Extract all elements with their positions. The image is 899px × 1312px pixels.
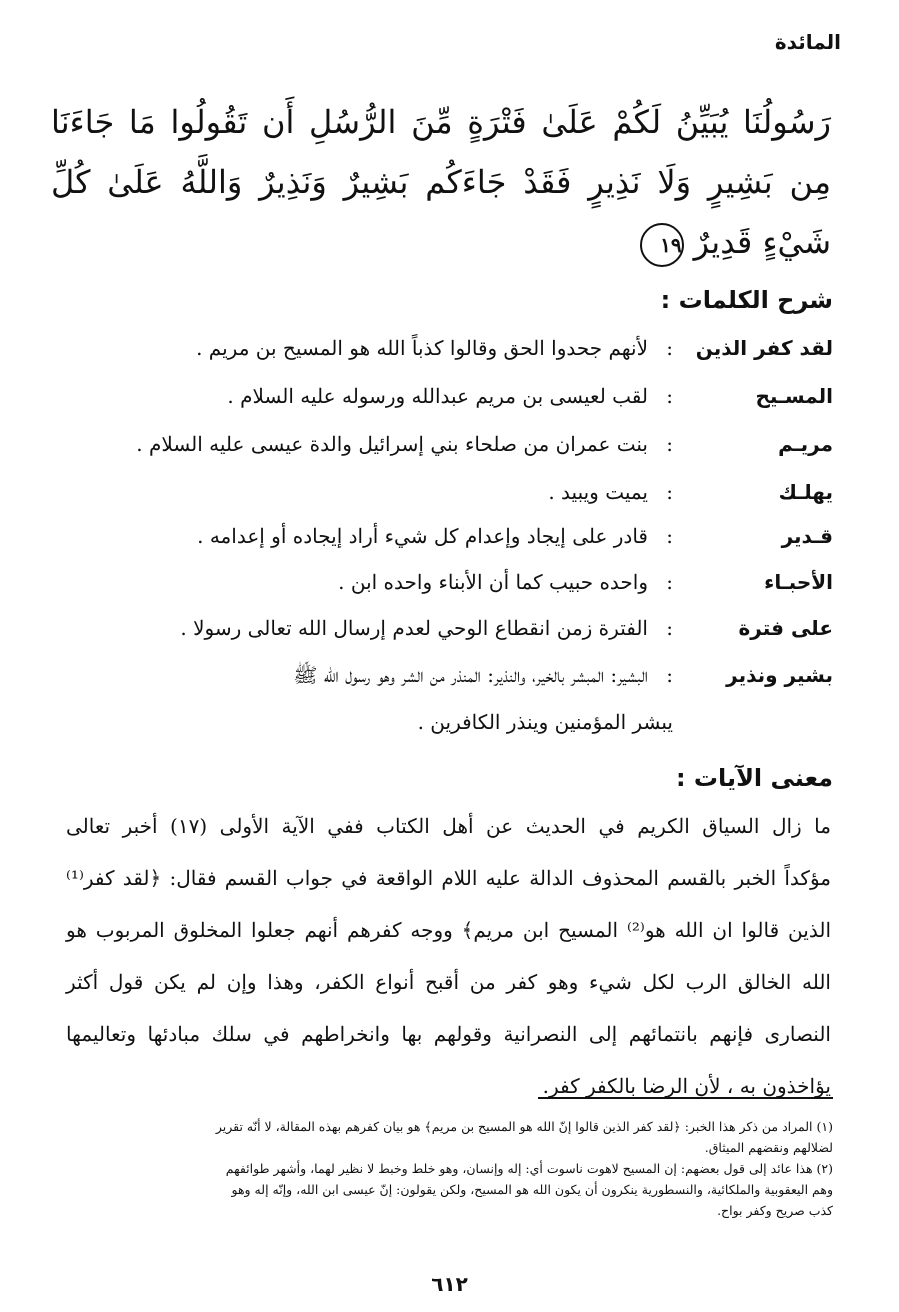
glossary-row (53, 570, 833, 618)
glossary-term: الأحبـاء (764, 570, 833, 594)
glossary-separator: : (666, 570, 673, 594)
glossary-term: المسـيح (755, 384, 833, 408)
glossary-definition: واحده حبيب كما أن الأبناء واحده ابن . (338, 570, 648, 594)
quran-verse (51, 92, 831, 272)
glossary-separator: : (666, 524, 673, 548)
glossary-row (53, 616, 833, 664)
glossary-row (53, 524, 833, 572)
page-number: ٦١٢ (431, 1272, 468, 1296)
glossary-term: مريـم (778, 432, 833, 456)
glossary-continuation: يبشر المؤمنين وينذر الكافرين . (417, 710, 673, 734)
glossary-definition: بنت عمران من صلحاء بني إسرائيل والدة عيسى عليه السلام . (136, 432, 648, 456)
footnote-line: وهم اليعقوبية والملكائية، والنسطورية ينكرون أن يكون الله هو المسيح، ولكن يقولون: إنّ عيسى ابن الله، وإنّه إله وهو (231, 1182, 833, 1197)
footnote-line: لضلالهم ونقضهم الميثاق. (704, 1140, 833, 1155)
footnote-line: كذب صريح وكفر بواح. (717, 1203, 833, 1218)
footnotes (58, 1116, 833, 1221)
verse-line: رَسُولُنَا يُبَيِّنُ لَكُمْ عَلَىٰ فَتْرَةٍ مِّنَ الرُّسُلِ أَن تَقُولُوا مَا جَاءَنَا (51, 103, 831, 141)
glossary-definition: لأنهم جحدوا الحق وقالوا كذباً الله هو المسيح بن مريم . (196, 336, 648, 360)
paragraph-line: مؤكداً الخبر بالقسم المحذوف الدالة عليه اللام الواقعة في جواب القسم فقال: ﴿لقد كفر⁽¹⁾ (66, 866, 831, 890)
glossary-separator: : (666, 432, 673, 456)
paragraph-line: الذين قالوا ان الله هو⁽²⁾ المسيح ابن مريم﴾ ووجه كفرهم أنهم جعلوا المخلوق المربوب هو (66, 918, 831, 942)
glossary-definition: لقب لعيسى بن مريم عبدالله ورسوله عليه السلام . (227, 384, 648, 408)
glossary-definition: الفترة زمن انقطاع الوحي لعدم إرسال الله تعالى رسولا . (180, 616, 648, 640)
glossary-separator: : (666, 663, 673, 687)
glossary-row (53, 336, 833, 384)
paragraph-line: يؤاخذون به ، لأن الرضا بالكفر كفر. (542, 1074, 831, 1098)
glossary-term: على فترة (738, 616, 833, 640)
verse-line-last (51, 212, 831, 272)
glossary-definition: البشير: المبشر بالخير، والنذير: المنذر من الشر وهو رسول الله ﷺ (293, 663, 648, 687)
glossary-term: لقد كفر الذين (695, 336, 833, 360)
glossary-term: يهلـك (778, 480, 833, 504)
glossary-separator: : (666, 336, 673, 360)
glossary-row (53, 384, 833, 432)
glossary-separator: : (666, 480, 673, 504)
glossary-term: قـدير (781, 524, 833, 548)
verse-line: شَيْءٍ قَدِيرٌ (693, 223, 831, 261)
glossary-separator: : (666, 616, 673, 640)
paragraph-line: الله الخالق الرب لكل شيء وهو كفر من أقبح أنواع الكفر، وهذا وإن لم يكن قول أكثر (66, 970, 831, 994)
glossary-row (53, 663, 833, 711)
glossary-row (53, 432, 833, 480)
glossary-definition: يميت ويبيد . (548, 480, 648, 504)
glossary-term: بشير ونذير (726, 663, 833, 687)
footnote-divider (538, 1097, 833, 1099)
verse-line: مِن بَشِيرٍ وَلَا نَذِيرٍ فَقَدْ جَاءَكُم بَشِيرٌ وَنَذِيرٌ وَاللَّهُ عَلَىٰ كُلِّ (51, 163, 831, 201)
meaning-paragraph (66, 800, 831, 1112)
footnote-line: (٢) هذا عائد إلى قول بعضهم: إن المسيح لاهوت ناسوت أي: إله وإنسان، وهو خلط وخبط لا نظير لهما، وأشهر طوائفهم (225, 1161, 833, 1176)
glossary-row (53, 480, 833, 528)
meaning-title: معنى الآيات : (675, 764, 833, 792)
verse-number-icon: ١٩ (640, 223, 684, 267)
glossary-definition: قادر على إيجاد وإعدام كل شيء أراد إيجاده أو إعدامه . (197, 524, 648, 548)
footnote-line: (١) المراد من ذكر هذا الخبر: ﴿لقد كفر الذين قالوا إنّ الله هو المسيح بن مريم﴾ هو بيان كفرهم بهذه المقالة، لا أنّه تقرير (215, 1119, 833, 1134)
paragraph-line: ما زال السياق الكريم في الحديث عن أهل الكتاب ففي الآية الأولى (١٧) أخبر تعالى (66, 814, 831, 838)
surah-title: المائدة (774, 30, 841, 54)
paragraph-line: النصارى فإنهم بانتمائهم إلى النصرانية وقولهم بها وانخراطهم في سلك مبادئها وتعاليمها (66, 1022, 831, 1046)
glossary-title: شرح الكلمات : (660, 286, 833, 314)
glossary-separator: : (666, 384, 673, 408)
